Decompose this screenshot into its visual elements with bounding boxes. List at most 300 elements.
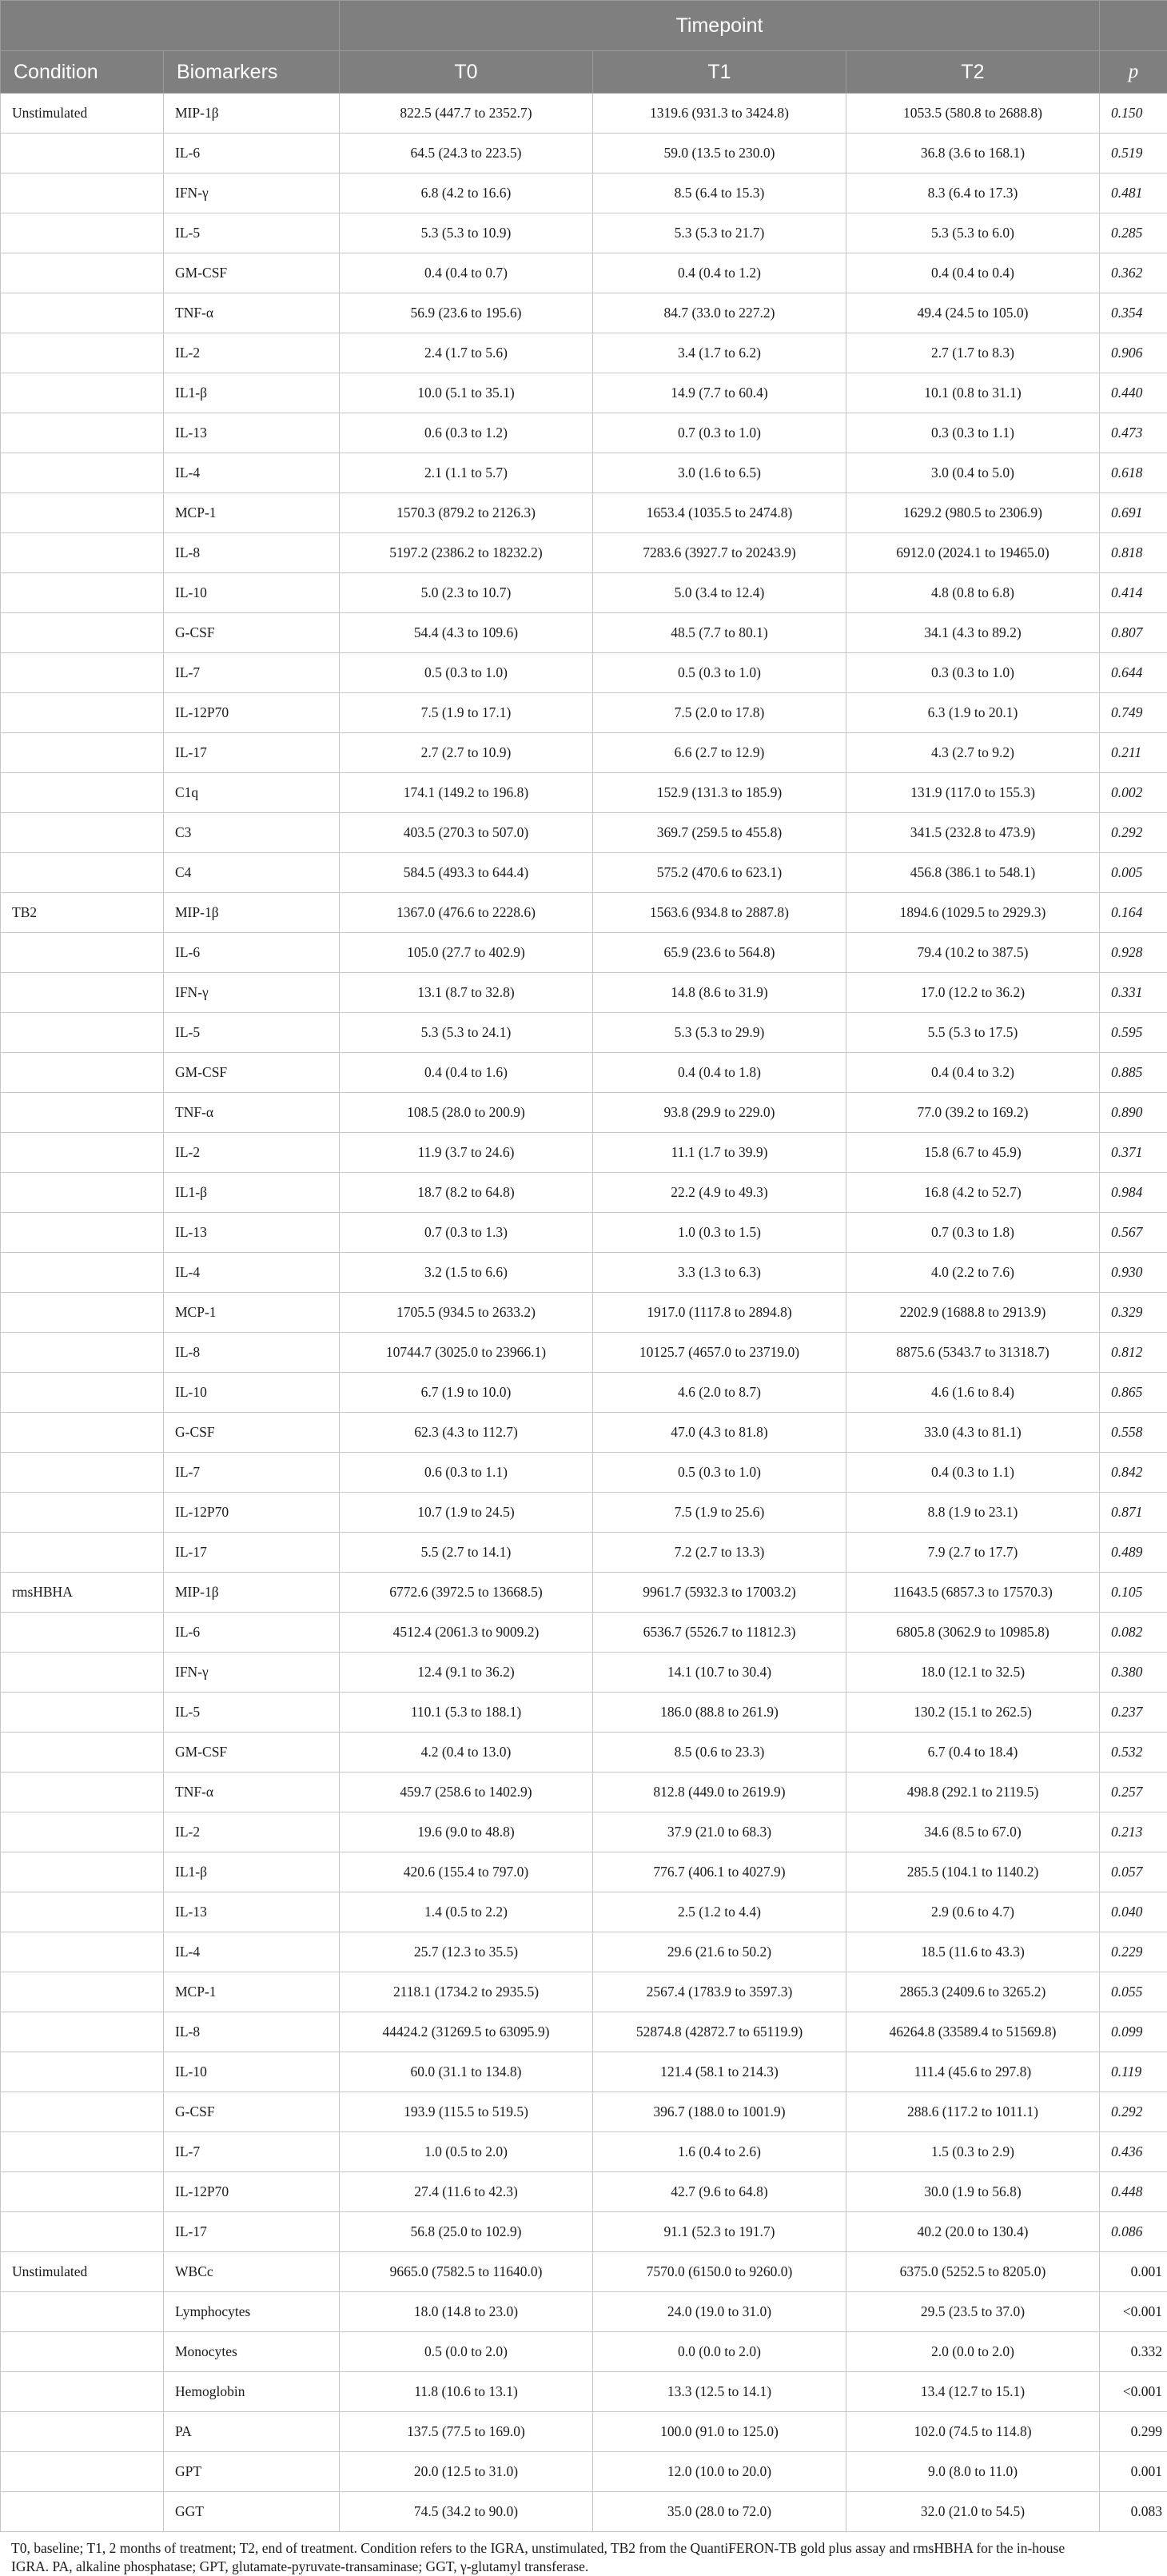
biomarker-cell: IL-17 <box>164 733 340 773</box>
t0-cell: 64.5 (24.3 to 223.5) <box>340 134 593 173</box>
t0-cell: 1.4 (0.5 to 2.2) <box>340 1892 593 1932</box>
t1-cell: 100.0 (91.0 to 125.0) <box>593 2412 846 2452</box>
t1-cell: 7283.6 (3927.7 to 20243.9) <box>593 533 846 573</box>
t2-cell: 341.5 (232.8 to 473.9) <box>846 813 1100 853</box>
biomarker-cell: GM-CSF <box>164 253 340 293</box>
t0-cell: 5197.2 (2386.2 to 18232.2) <box>340 533 593 573</box>
t1-cell: 7.5 (2.0 to 17.8) <box>593 693 846 733</box>
table-row <box>1 1253 1167 1293</box>
t0-cell: 5.0 (2.3 to 10.7) <box>340 573 593 613</box>
table-row <box>1 1653 1167 1693</box>
t1-cell: 22.2 (4.9 to 49.3) <box>593 1173 846 1213</box>
t2-cell: 40.2 (20.0 to 130.4) <box>846 2212 1100 2252</box>
t0-cell: 3.2 (1.5 to 6.6) <box>340 1253 593 1293</box>
t0-cell: 10744.7 (3025.0 to 23966.1) <box>340 1333 593 1373</box>
biomarker-cell: MIP-1β <box>164 893 340 933</box>
table-row <box>1 2252 1167 2292</box>
t1-cell: 93.8 (29.9 to 229.0) <box>593 1093 846 1133</box>
p-value-cell: 0.930 <box>1100 1253 1167 1293</box>
p-value-cell: 0.519 <box>1100 134 1167 173</box>
table-row <box>1 693 1167 733</box>
t0-cell: 5.5 (2.7 to 14.1) <box>340 1533 593 1573</box>
biomarker-cell: C4 <box>164 853 340 893</box>
t2-cell: 3.0 (0.4 to 5.0) <box>846 453 1100 493</box>
condition-cell <box>1 1133 164 1173</box>
t2-cell: 0.4 (0.4 to 3.2) <box>846 1053 1100 1093</box>
t0-cell: 1570.3 (879.2 to 2126.3) <box>340 493 593 533</box>
header-t0: T0 <box>340 51 593 94</box>
table-row <box>1 1772 1167 1812</box>
biomarker-cell: IL-17 <box>164 2212 340 2252</box>
table-row <box>1 1693 1167 1733</box>
p-value-cell: 0.285 <box>1100 213 1167 253</box>
t1-cell: 10125.7 (4657.0 to 23719.0) <box>593 1333 846 1373</box>
table-row <box>1 2292 1167 2332</box>
t1-cell: 812.8 (449.0 to 2619.9) <box>593 1772 846 1812</box>
biomarker-cell: IL-6 <box>164 134 340 173</box>
p-value-cell: 0.150 <box>1100 94 1167 134</box>
p-value-cell: 0.354 <box>1100 293 1167 333</box>
header-p: p <box>1100 51 1167 94</box>
p-value-cell: 0.002 <box>1100 773 1167 813</box>
t1-cell: 0.0 (0.0 to 2.0) <box>593 2332 846 2372</box>
t0-cell: 4512.4 (2061.3 to 9009.2) <box>340 1613 593 1653</box>
t0-cell: 193.9 (115.5 to 519.5) <box>340 2092 593 2132</box>
biomarker-cell: MIP-1β <box>164 1573 340 1613</box>
condition-cell: Unstimulated <box>1 2252 164 2292</box>
biomarker-cell: IL-8 <box>164 2012 340 2052</box>
table-row <box>1 1972 1167 2012</box>
table-row <box>1 1453 1167 1493</box>
t2-cell: 4.3 (2.7 to 9.2) <box>846 733 1100 773</box>
t1-cell: 5.3 (5.3 to 29.9) <box>593 1013 846 1053</box>
biomarker-cell: IL-6 <box>164 933 340 973</box>
table-row <box>1 493 1167 533</box>
t1-cell: 369.7 (259.5 to 455.8) <box>593 813 846 853</box>
t2-cell: 285.5 (104.1 to 1140.2) <box>846 1852 1100 1892</box>
condition-cell <box>1 1733 164 1772</box>
biomarker-cell: IL-4 <box>164 1932 340 1972</box>
t1-cell: 1.0 (0.3 to 1.5) <box>593 1213 846 1253</box>
table-row <box>1 94 1167 134</box>
biomarker-cell: IL1-β <box>164 1173 340 1213</box>
t2-cell: 1629.2 (980.5 to 2306.9) <box>846 493 1100 533</box>
p-value-cell: 0.371 <box>1100 1133 1167 1173</box>
t0-cell: 0.4 (0.4 to 0.7) <box>340 253 593 293</box>
table-row <box>1 213 1167 253</box>
t0-cell: 60.0 (31.1 to 134.8) <box>340 2052 593 2092</box>
t2-cell: 34.1 (4.3 to 89.2) <box>846 613 1100 653</box>
p-value-cell: <0.001 <box>1100 2292 1167 2332</box>
header-timepoint: Timepoint <box>340 1 1100 51</box>
t1-cell: 0.4 (0.4 to 1.8) <box>593 1053 846 1093</box>
t0-cell: 74.5 (34.2 to 90.0) <box>340 2492 593 2532</box>
condition-cell <box>1 1373 164 1413</box>
biomarker-cell: IL-12P70 <box>164 1493 340 1533</box>
t1-cell: 4.6 (2.0 to 8.7) <box>593 1373 846 1413</box>
condition-cell <box>1 2172 164 2212</box>
biomarker-cell: MCP-1 <box>164 493 340 533</box>
condition-cell <box>1 2052 164 2092</box>
condition-cell <box>1 2412 164 2452</box>
biomarker-cell: IL-7 <box>164 2132 340 2172</box>
t0-cell: 9665.0 (7582.5 to 11640.0) <box>340 2252 593 2292</box>
table-row <box>1 2412 1167 2452</box>
t0-cell: 6.7 (1.9 to 10.0) <box>340 1373 593 1413</box>
t0-cell: 0.7 (0.3 to 1.3) <box>340 1213 593 1253</box>
p-value-cell: 0.164 <box>1100 893 1167 933</box>
t2-cell: 498.8 (292.1 to 2119.5) <box>846 1772 1100 1812</box>
p-value-cell: 0.257 <box>1100 1772 1167 1812</box>
t0-cell: 2.4 (1.7 to 5.6) <box>340 333 593 373</box>
p-value-cell: 0.001 <box>1100 2252 1167 2292</box>
biomarker-cell: PA <box>164 2412 340 2452</box>
t1-cell: 5.3 (5.3 to 21.7) <box>593 213 846 253</box>
t2-cell: 102.0 (74.5 to 114.8) <box>846 2412 1100 2452</box>
t1-cell: 575.2 (470.6 to 623.1) <box>593 853 846 893</box>
p-value-cell: 0.618 <box>1100 453 1167 493</box>
biomarker-cell: IL-13 <box>164 413 340 453</box>
t2-cell: 8.8 (1.9 to 23.1) <box>846 1493 1100 1533</box>
t0-cell: 4.2 (0.4 to 13.0) <box>340 1733 593 1772</box>
t2-cell: 79.4 (10.2 to 387.5) <box>846 933 1100 973</box>
table-row <box>1 2492 1167 2532</box>
condition-cell <box>1 1493 164 1533</box>
condition-cell <box>1 2212 164 2252</box>
table-row <box>1 853 1167 893</box>
t2-cell: 4.8 (0.8 to 6.8) <box>846 573 1100 613</box>
biomarker-cell: TNF-α <box>164 293 340 333</box>
biomarker-cell: IL-10 <box>164 2052 340 2092</box>
condition-cell <box>1 1293 164 1333</box>
p-value-cell: 0.436 <box>1100 2132 1167 2172</box>
t1-cell: 3.4 (1.7 to 6.2) <box>593 333 846 373</box>
t1-cell: 48.5 (7.7 to 80.1) <box>593 613 846 653</box>
t1-cell: 13.3 (12.5 to 14.1) <box>593 2372 846 2412</box>
p-value-cell: 0.644 <box>1100 653 1167 693</box>
table-row <box>1 173 1167 213</box>
table-row <box>1 293 1167 333</box>
table-row <box>1 1573 1167 1613</box>
condition-cell <box>1 2092 164 2132</box>
t2-cell: 8875.6 (5343.7 to 31318.7) <box>846 1333 1100 1373</box>
table-row <box>1 1093 1167 1133</box>
condition-cell <box>1 1013 164 1053</box>
t0-cell: 584.5 (493.3 to 644.4) <box>340 853 593 893</box>
condition-cell <box>1 2332 164 2372</box>
condition-cell <box>1 1653 164 1693</box>
condition-cell <box>1 1812 164 1852</box>
biomarker-cell: Lymphocytes <box>164 2292 340 2332</box>
biomarker-cell: IL-10 <box>164 1373 340 1413</box>
biomarker-cell: TNF-α <box>164 1093 340 1133</box>
condition-cell <box>1 2292 164 2332</box>
t1-cell: 186.0 (88.8 to 261.9) <box>593 1693 846 1733</box>
t2-cell: 2.9 (0.6 to 4.7) <box>846 1892 1100 1932</box>
condition-cell <box>1 1333 164 1373</box>
t1-cell: 776.7 (406.1 to 4027.9) <box>593 1852 846 1892</box>
p-value-cell: 0.928 <box>1100 933 1167 973</box>
table-row <box>1 253 1167 293</box>
t1-cell: 1319.6 (931.3 to 3424.8) <box>593 94 846 134</box>
t2-cell: 32.0 (21.0 to 54.5) <box>846 2492 1100 2532</box>
biomarker-cell: GGT <box>164 2492 340 2532</box>
table-row <box>1 1053 1167 1093</box>
biomarker-cell: IL-8 <box>164 533 340 573</box>
t0-cell: 459.7 (258.6 to 1402.9) <box>340 1772 593 1812</box>
t2-cell: 0.7 (0.3 to 1.8) <box>846 1213 1100 1253</box>
table-row <box>1 613 1167 653</box>
condition-cell: Unstimulated <box>1 94 164 134</box>
biomarker-cell: GM-CSF <box>164 1053 340 1093</box>
p-value-cell: 0.055 <box>1100 1972 1167 2012</box>
table-row <box>1 1013 1167 1053</box>
table-row <box>1 1493 1167 1533</box>
t2-cell: 456.8 (386.1 to 548.1) <box>846 853 1100 893</box>
t1-cell: 121.4 (58.1 to 214.3) <box>593 2052 846 2092</box>
p-value-cell: <0.001 <box>1100 2372 1167 2412</box>
p-value-cell: 0.331 <box>1100 973 1167 1013</box>
p-value-cell: 0.906 <box>1100 333 1167 373</box>
t0-cell: 13.1 (8.7 to 32.8) <box>340 973 593 1013</box>
table-row <box>1 413 1167 453</box>
p-value-cell: 0.001 <box>1100 2452 1167 2492</box>
p-value-cell: 0.749 <box>1100 693 1167 733</box>
t2-cell: 34.6 (8.5 to 67.0) <box>846 1812 1100 1852</box>
p-value-cell: 0.481 <box>1100 173 1167 213</box>
biomarker-cell: GM-CSF <box>164 1733 340 1772</box>
condition-cell <box>1 1932 164 1972</box>
biomarker-cell: Hemoglobin <box>164 2372 340 2412</box>
table-row <box>1 2212 1167 2252</box>
t0-cell: 25.7 (12.3 to 35.5) <box>340 1932 593 1972</box>
condition-cell <box>1 373 164 413</box>
t0-cell: 2.7 (2.7 to 10.9) <box>340 733 593 773</box>
t0-cell: 19.6 (9.0 to 48.8) <box>340 1812 593 1852</box>
table-row <box>1 453 1167 493</box>
condition-cell <box>1 173 164 213</box>
table-row <box>1 1733 1167 1772</box>
header-t2: T2 <box>846 51 1100 94</box>
t0-cell: 110.1 (5.3 to 188.1) <box>340 1693 593 1733</box>
t1-cell: 3.3 (1.3 to 6.3) <box>593 1253 846 1293</box>
t0-cell: 2.1 (1.1 to 5.7) <box>340 453 593 493</box>
t1-cell: 8.5 (6.4 to 15.3) <box>593 173 846 213</box>
t1-cell: 14.9 (7.7 to 60.4) <box>593 373 846 413</box>
t2-cell: 10.1 (0.8 to 31.1) <box>846 373 1100 413</box>
t0-cell: 62.3 (4.3 to 112.7) <box>340 1413 593 1453</box>
t2-cell: 111.4 (45.6 to 297.8) <box>846 2052 1100 2092</box>
p-value-cell: 0.292 <box>1100 813 1167 853</box>
t2-cell: 36.8 (3.6 to 168.1) <box>846 134 1100 173</box>
t1-cell: 2567.4 (1783.9 to 3597.3) <box>593 1972 846 2012</box>
condition-cell <box>1 493 164 533</box>
t1-cell: 396.7 (188.0 to 1001.9) <box>593 2092 846 2132</box>
condition-cell <box>1 973 164 1013</box>
t1-cell: 52874.8 (42872.7 to 65119.9) <box>593 2012 846 2052</box>
t2-cell: 2865.3 (2409.6 to 3265.2) <box>846 1972 1100 2012</box>
p-value-cell: 0.329 <box>1100 1293 1167 1333</box>
t2-cell: 4.0 (2.2 to 7.6) <box>846 1253 1100 1293</box>
biomarker-cell: IL-5 <box>164 1693 340 1733</box>
t2-cell: 7.9 (2.7 to 17.7) <box>846 1533 1100 1573</box>
condition-cell <box>1 2452 164 2492</box>
condition-cell <box>1 1852 164 1892</box>
t2-cell: 0.4 (0.4 to 0.4) <box>846 253 1100 293</box>
t1-cell: 37.9 (21.0 to 68.3) <box>593 1812 846 1852</box>
condition-cell <box>1 773 164 813</box>
table-row <box>1 813 1167 853</box>
t0-cell: 174.1 (149.2 to 196.8) <box>340 773 593 813</box>
t0-cell: 11.8 (10.6 to 13.1) <box>340 2372 593 2412</box>
biomarker-cell: IL-2 <box>164 333 340 373</box>
condition-cell <box>1 1533 164 1573</box>
t2-cell: 17.0 (12.2 to 36.2) <box>846 973 1100 1013</box>
header-t1: T1 <box>593 51 846 94</box>
t1-cell: 8.5 (0.6 to 23.3) <box>593 1733 846 1772</box>
condition-cell <box>1 1413 164 1453</box>
t1-cell: 12.0 (10.0 to 20.0) <box>593 2452 846 2492</box>
condition-cell: TB2 <box>1 893 164 933</box>
biomarker-cell: IL-7 <box>164 1453 340 1493</box>
t1-cell: 6536.7 (5526.7 to 11812.3) <box>593 1613 846 1653</box>
p-value-cell: 0.082 <box>1100 1613 1167 1653</box>
biomarker-cell: IL1-β <box>164 373 340 413</box>
condition-cell <box>1 1213 164 1253</box>
t2-cell: 18.5 (11.6 to 43.3) <box>846 1932 1100 1972</box>
t2-cell: 13.4 (12.7 to 15.1) <box>846 2372 1100 2412</box>
table-row <box>1 653 1167 693</box>
t0-cell: 5.3 (5.3 to 24.1) <box>340 1013 593 1053</box>
t2-cell: 6.3 (1.9 to 20.1) <box>846 693 1100 733</box>
p-value-cell: 0.119 <box>1100 2052 1167 2092</box>
condition-cell <box>1 453 164 493</box>
p-value-cell: 0.213 <box>1100 1812 1167 1852</box>
condition-cell <box>1 2132 164 2172</box>
condition-cell <box>1 1772 164 1812</box>
p-value-cell: 0.229 <box>1100 1932 1167 1972</box>
t1-cell: 6.6 (2.7 to 12.9) <box>593 733 846 773</box>
table-row <box>1 2372 1167 2412</box>
t0-cell: 105.0 (27.7 to 402.9) <box>340 933 593 973</box>
header-blank <box>1 1 340 51</box>
t2-cell: 0.3 (0.3 to 1.1) <box>846 413 1100 453</box>
t0-cell: 137.5 (77.5 to 169.0) <box>340 2412 593 2452</box>
p-value-cell: 0.440 <box>1100 373 1167 413</box>
p-value-cell: 0.083 <box>1100 2492 1167 2532</box>
p-value-cell: 0.567 <box>1100 1213 1167 1253</box>
t1-cell: 152.9 (131.3 to 185.9) <box>593 773 846 813</box>
p-value-cell: 0.332 <box>1100 2332 1167 2372</box>
t1-cell: 2.5 (1.2 to 4.4) <box>593 1892 846 1932</box>
table-row <box>1 333 1167 373</box>
condition-cell <box>1 333 164 373</box>
condition-cell <box>1 1892 164 1932</box>
biomarker-cell: IL1-β <box>164 1852 340 1892</box>
t0-cell: 403.5 (270.3 to 507.0) <box>340 813 593 853</box>
t1-cell: 0.5 (0.3 to 1.0) <box>593 1453 846 1493</box>
p-value-cell: 0.211 <box>1100 733 1167 773</box>
table-row <box>1 1613 1167 1653</box>
p-value-cell: 0.532 <box>1100 1733 1167 1772</box>
p-value-cell: 0.885 <box>1100 1053 1167 1093</box>
p-value-cell: 0.448 <box>1100 2172 1167 2212</box>
t1-cell: 91.1 (52.3 to 191.7) <box>593 2212 846 2252</box>
t2-cell: 11643.5 (6857.3 to 17570.3) <box>846 1573 1100 1613</box>
t2-cell: 6912.0 (2024.1 to 19465.0) <box>846 533 1100 573</box>
t1-cell: 14.8 (8.6 to 31.9) <box>593 973 846 1013</box>
table-row <box>1 1213 1167 1253</box>
p-value-cell: 0.057 <box>1100 1852 1167 1892</box>
biomarker-cell: MCP-1 <box>164 1293 340 1333</box>
condition-cell <box>1 1972 164 2012</box>
table-row <box>1 1533 1167 1573</box>
t0-cell: 10.7 (1.9 to 24.5) <box>340 1493 593 1533</box>
biomarker-cell: IL-6 <box>164 1613 340 1653</box>
biomarker-cell: G-CSF <box>164 2092 340 2132</box>
p-value-cell: 0.086 <box>1100 2212 1167 2252</box>
biomarker-cell: IL-5 <box>164 213 340 253</box>
t2-cell: 5.3 (5.3 to 6.0) <box>846 213 1100 253</box>
t1-cell: 0.7 (0.3 to 1.0) <box>593 413 846 453</box>
table-row <box>1 1333 1167 1373</box>
p-value-cell: 0.812 <box>1100 1333 1167 1373</box>
table-row <box>1 1413 1167 1453</box>
biomarker-cell: IFN-γ <box>164 973 340 1013</box>
table-body <box>1 94 1167 2532</box>
t1-cell: 5.0 (3.4 to 12.4) <box>593 573 846 613</box>
condition-cell <box>1 1053 164 1093</box>
condition-cell <box>1 1253 164 1293</box>
header-condition: Condition <box>1 51 164 94</box>
t0-cell: 56.8 (25.0 to 102.9) <box>340 2212 593 2252</box>
t0-cell: 44424.2 (31269.5 to 63095.9) <box>340 2012 593 2052</box>
footnote-line-1: T0, baseline; T1, 2 months of treatment; T2, end of treatment. Condition refers to the IGRA, unstimulated, TB2 from the QuantiFERON-TB gold plus assay and rmsHBHA for the in-house <box>11 2539 1156 2558</box>
p-value-cell: 0.890 <box>1100 1093 1167 1133</box>
biomarker-cell: C3 <box>164 813 340 853</box>
t2-cell: 1.5 (0.3 to 2.9) <box>846 2132 1100 2172</box>
t2-cell: 6.7 (0.4 to 18.4) <box>846 1733 1100 1772</box>
t0-cell: 18.7 (8.2 to 64.8) <box>340 1173 593 1213</box>
t0-cell: 420.6 (155.4 to 797.0) <box>340 1852 593 1892</box>
condition-cell: rmsHBHA <box>1 1573 164 1613</box>
condition-cell <box>1 573 164 613</box>
p-value-cell: 0.237 <box>1100 1693 1167 1733</box>
biomarker-cell: IL-10 <box>164 573 340 613</box>
p-value-cell: 0.595 <box>1100 1013 1167 1053</box>
t0-cell: 0.6 (0.3 to 1.1) <box>340 1453 593 1493</box>
p-value-cell: 0.871 <box>1100 1493 1167 1533</box>
table-row <box>1 1932 1167 1972</box>
condition-cell <box>1 853 164 893</box>
table-row <box>1 2132 1167 2172</box>
biomarker-cell: IL-4 <box>164 1253 340 1293</box>
p-value-cell: 0.414 <box>1100 573 1167 613</box>
t2-cell: 131.9 (117.0 to 155.3) <box>846 773 1100 813</box>
condition-cell <box>1 213 164 253</box>
table-row <box>1 893 1167 933</box>
t1-cell: 1917.0 (1117.8 to 2894.8) <box>593 1293 846 1333</box>
t1-cell: 24.0 (19.0 to 31.0) <box>593 2292 846 2332</box>
biomarker-cell: IL-2 <box>164 1812 340 1852</box>
t0-cell: 56.9 (23.6 to 195.6) <box>340 293 593 333</box>
table-header <box>1 1 1167 94</box>
biomarker-cell: IL-7 <box>164 653 340 693</box>
t1-cell: 84.7 (33.0 to 227.2) <box>593 293 846 333</box>
table-row <box>1 733 1167 773</box>
table-row <box>1 1852 1167 1892</box>
condition-cell <box>1 933 164 973</box>
